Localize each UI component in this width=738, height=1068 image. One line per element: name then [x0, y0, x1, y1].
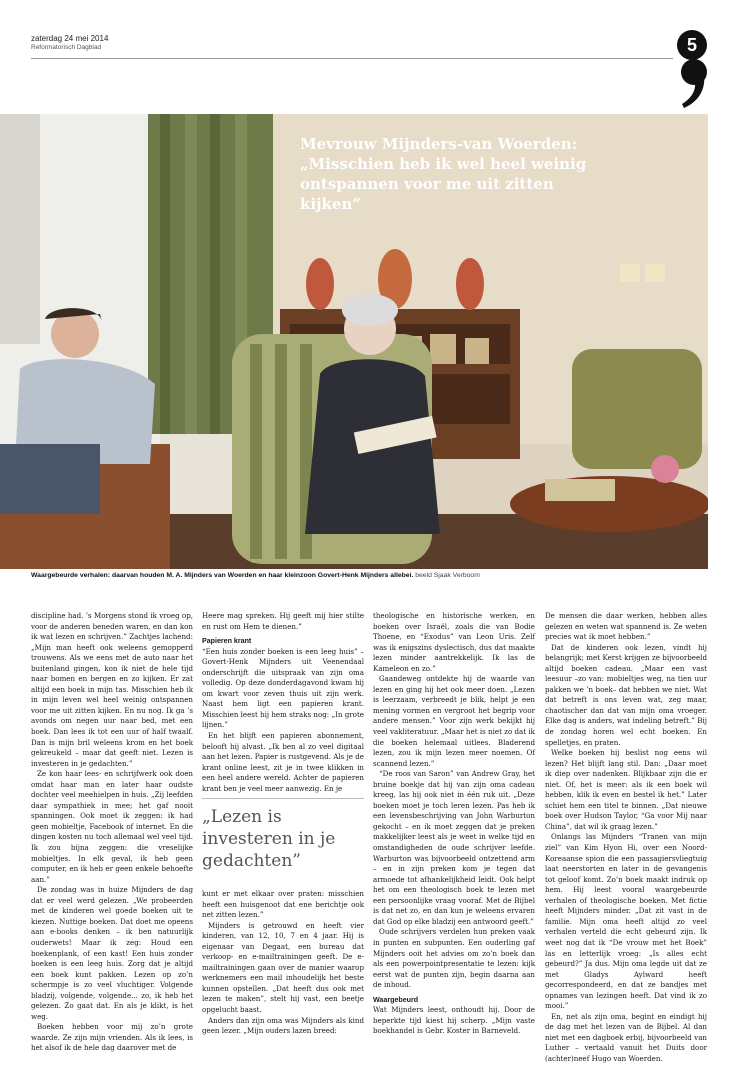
paragraph: Oude schrijvers verdelen hun preken vaak in punten en subpunten. Een ouderling gaf Mijnders ooit het advies om zo’n boek dan als een powerpointpresentatie te lezen: kijk eerst wat de punten zijn, begin daarna aan de inhoud. [373, 927, 535, 990]
paragraph: “De roos van Saron” van Andrew Gray, het bruine boekje dat hij van zijn oma cadeau kreeg, las hij ook niet in één ruk uit. „Deze boeken moet je toch leren lezen. Pas heb ik een levensbeschrijving van John Warburton gekocht – en ik moet zeggen dat je preken makkelijker leest als je weet in welke tijd en omstandigheden de oude schrijver leefde. Warburton was bijvoorbeeld ontzettend arm – en in zijn preken kom je tegen dat armoede tot afhankelijkheid leidt. Ook helpt het om een theologisch boek te lezen met een persoonlijke vraag vooraf. Met de Bijbel is dat net zo, en dan kun je weleens ervaren dat God op elke bladzij een antwoord geeft.” [373, 769, 535, 926]
feature-photo [0, 114, 708, 569]
paragraph: De mensen die daar werken, hebben alles gelezen en weten wat spannend is. Ze weten precies wat ik moet hebben.” [545, 611, 707, 642]
paragraph: Ze kon haar lees- en schrijfwerk ook doen omdat haar man en later haar oudste dochter veel meehielpen in huis. „Zij leefden daar sympathiek in mee; het gaf nooit spanningen. Ook moet ik zeggen: ik had geen mobieltje, Facebook of internet. En die dingen kosten nu toch allemaal wel veel tijd. Ik zou bijna zeggen: die vreselijke mobieltjes. In elk geval, ik heb geen computer, en ik heb er geen enkele behoefte aan.” [31, 769, 193, 884]
comma-logo-icon [678, 58, 708, 110]
subheading: Waargebeurd [373, 995, 419, 1004]
photo-caption [31, 572, 708, 579]
paragraph: “Een huis zonder boeken is een leeg huis” – Govert-Henk Mijnders uit Veenendaal onderschrijft die uitspraak van zijn oma volledig. Op deze donderdagavond kwam hij om kwart voor zeven thuis uit zijn werk. Naast hem ligt een papieren krant. Misschien leest hij hem straks nog: „In grote lijnen.” [202, 646, 364, 730]
pull-quote: „Lezen is investeren in je gedachten” [202, 807, 336, 871]
paragraph: Heere mag spreken. Hij geeft mij hier stilte en rust om Hem te dienen.” [202, 611, 364, 631]
paragraph: discipline had. ’s Morgens stond ik vroeg op, voor de anderen beneden waren, en dan kon ik wat lezen en schrijven.” Zachtjes lachend: „Mijn man heeft ook weleens gemopperd trouwens. Als we eens met de auto naar het buitenland gingen, kon ik niet de hele tijd naar bomen en bergen en zo kijken. Er zat altijd een boek in mijn tas. Misschien heb ik in mijn leven wel heel weinig ontspannen voor me uit zitten kijken. En nu nog. Ik ga ’s avonds om negen uur naar bed, met een boek. Dan lees ik tot een uur of half twaalf. Dan is mijn bril weleens krom en het boek gekreukeld – maar dat geeft niet. Lezen is investeren in je gedachten.” [31, 611, 193, 768]
subheading: Papieren krant [202, 637, 252, 646]
header-rule [31, 58, 673, 59]
photo-credit: beeld Sjaak Verboom [415, 572, 480, 579]
paragraph: Gaandeweg ontdekte hij de waarde van lezen en ging hij het ook meer doen. „Lezen is leerzaam, verbreedt je blik, helpt je een mening vormen en vergroot het begrip voor andere mensen.” Voor zijn werk bekijkt hij veel vakliteratuur. „Maar het is niet zo dat ik die boeken helemaal uitlees. Bladerend lezen, zou ik mijn lezen meer noemen. Of scannend lezen.” [373, 674, 535, 768]
article-column-1 [31, 611, 193, 1054]
article-column-2-bottom [202, 889, 364, 1037]
paragraph: Onlangs las Mijnders “Tranen van mijn ziel” van Kim Hyon Hi, over een Noord-Koreaanse spion die een passagiersvliegtuig laat neerstorten en later in de gevangenis tot geloof komt. Zo’n boek maakt indruk op hem. Hij leest vooral waargebeurde verhalen of theologische boeken. Met fictie heeft Mijnders minder. „Dat zit vast in de familie. Mijn oma heeft altijd zo veel verhalen verteld die echt gebeurd zijn. Ik weet nog dat ik “De vrouw met het Boek” las en letterlijk vroeg: „Is alles echt gebeurd?” Ja dus. Mijn oma legde uit dat ze met Gladys Aylward heeft gecorrespondeerd, en dat ze bandjes met opnames van lezingen heeft. Dat vind ik zo mooi.” [545, 832, 707, 1011]
article-column-2-top [202, 611, 364, 794]
issue-date: zaterdag 24 mei 2014 [31, 34, 109, 43]
paragraph: Wat Mijnders leest, onthoudt hij. Door de beperkte tijd kiest hij scherp. „Mijn vaste boekhandel is Gebr. Koster in Barneveld. [373, 1005, 535, 1036]
paragraph: theologische en historische werken, en boeken over Israël, zoals die van Bodie Thoene, en “Exodus” van Leon Uris. Zelf was ik enigszins dyslectisch, dus dat maakte lezen minder aantrekkelijk. Ik las de Kameleon en zo.” [373, 611, 535, 673]
photo-headline: Mevrouw Mijnders-van Woerden: „Misschien heb ik wel heel weinig ontspannen voor me uit zitten kijken” [300, 135, 587, 213]
paragraph: Welke boeken hij beslist nog eens wil lezen? Het blijft lang stil. Dan: „Daar moet ik diep over nadenken. Blijkbaar zijn die er niet. Of, het is meer: als ik een boek wil hebben, klik ik even en bestel ik het.” Later schiet hem een titel te binnen. „Dat nieuwe boek over Hudson Taylor, “Ga voor Mij naar China”, dat wil ik graag lezen.” [545, 748, 707, 831]
paragraph: Dat de kinderen ook lezen, vindt hij belangrijk; met Kerst krijgen ze bijvoorbeeld altijd boeken cadeau. „Maar een vast leesuur –zo van: mobieltjes weg, na tien uur pakken we ’n boek– dat hebben we niet. Wat dat betreft is ons leven wat, zeg maar, chaotischer dan dat van mijn oma vroeger. Elke dag is anders, wat indeling betreft.” Bij de zondag horen wel echt boeken. En spelletjes, en praten. [545, 642, 707, 747]
paragraph: En het blijft een papieren abonnement, belooft hij alvast. „Ik ben al zo veel digitaal aan het lezen. Papier is rustgevend. Als je de krant online leest, zit je in twee klikken in een heel andere wereld. Achter de papieren krant ben je veel meer aanwezig. En je [202, 731, 364, 793]
article-column-3 [373, 611, 535, 1037]
pullquote-rule [202, 798, 364, 799]
newspaper-name: Reformatorisch Dagblad [31, 44, 102, 51]
article-column-4 [545, 611, 707, 1065]
paragraph: Mijnders is getrouwd en heeft vier kinderen, van 12, 10, 7 en 4 jaar. Hij is eigenaar van Degaat, een bureau dat verkoop- en e-mailtrainingen geeft. De e-mailtrainingen gaan over de manier waarop werknemers een mail inhoudelijk het beste kunnen opstellen. „Dat heeft dus ook met lezen te maken”, stelt hij vast, een beetje opgelucht baast. [202, 920, 364, 1015]
page-number: 5 [677, 30, 707, 60]
caption-text: Waargebeurde verhalen: daarvan houden M. A. Mijnders van Woerden en haar kleinzoon Govert-Henk Mijnders allebei. [31, 572, 414, 579]
paragraph: En, net als zijn oma, begint en eindigt hij de dag met het lezen van de Bijbel. Al dan niet met een dagboek erbij, bijvoorbeeld van Luther – vertaald vanuit het Duits door (achter)neef Hugo van Woerden. [545, 1011, 707, 1063]
paragraph: kunt er met elkaar over praten: misschien heeft een huisgenoot dat ene berichtje ook net zitten lezen.” [202, 889, 364, 920]
paragraph: Boeken hebben voor mij zo’n grote waarde. Ze zijn mijn vrienden. Als ik lees, is het alsof ik de hele dag daarover met de [31, 1022, 193, 1053]
paragraph: Anders dan zijn oma was Mijnders als kind geen lezer. „Mijn ouders lazen breed: [202, 1015, 364, 1036]
paragraph: De zondag was in huize Mijnders de dag dat er veel werd gelezen. „We probeerden met de kinderen wel goede boeken uit te kiezen. Nuttige boeken. Dat doet me opeens aan e-books denken – ik ben natuurlijk ouderwets! Maar ik zeg: Houd een boekenplank, of een kast! Een huis zonder boeken is een leeg huis. Zorg dat je altijd een boek kunt pakken. Lezen op zo’n schermpje is zo veel vluchtiger. Volgende bladzij, volgende, volgende... zo, ik heb het gelezen. Zo gaat dat. En als je klikt, is het weg. [31, 885, 193, 1021]
